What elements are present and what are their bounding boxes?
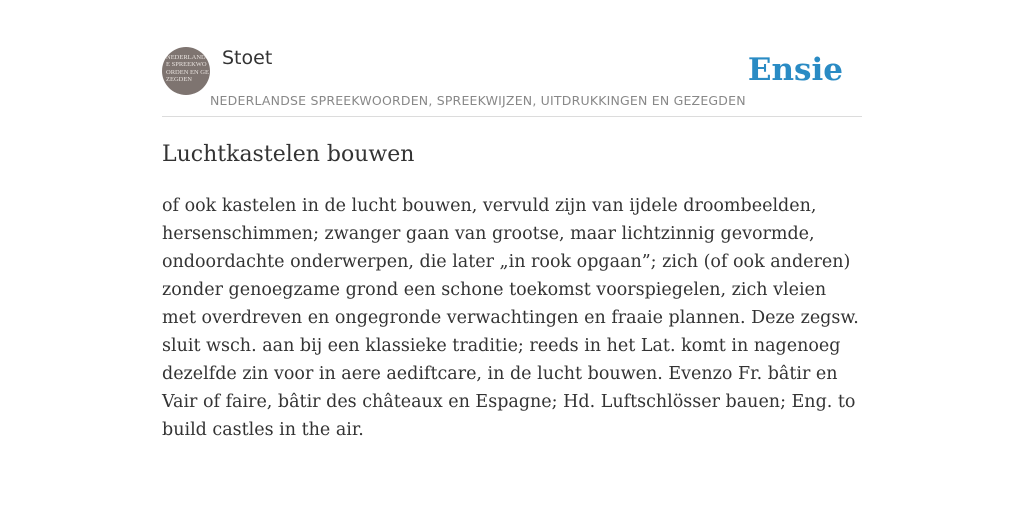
- entry-title: Luchtkastelen bouwen: [162, 142, 415, 167]
- brand-logo[interactable]: Ensie: [747, 52, 843, 88]
- header: [162, 46, 862, 117]
- entry-body: of ook kastelen in de lucht bouwen, vervuld zijn van ijdele droombeelden, hersenschimmen; zwanger gaan van grootse, maar lichtzinnig gevormde, ondoordachte onderwerpen, die later „in rook opgaan”; zich (of ook anderen) zonder genoegzame grond een schone toekomst voorspiegelen, zich vleien met overdreven en ongegronde verwachtingen en fraaie plannen. Deze zegsw. sluit wsch. aan bij een klassieke traditie; reeds in het Lat. komt in nagenoeg dezelfde zin voor in aere aediftcare, in de lucht bouwen. Evenzo Fr. bâtir en Vair of faire, bâtir des châteaux en Espagne; Hd. Luftschlösser bauen; Eng. to build castles in the air.: [162, 196, 859, 440]
- avatar-logo-text: NEDERLANDSE SPREEKWOORDEN EN GEZEGDEN: [166, 54, 210, 84]
- collection-name[interactable]: NEDERLANDSE SPREEKWOORDEN, SPREEKWIJZEN, UITDRUKKINGEN EN GEZEGDEN: [210, 93, 746, 108]
- author-name[interactable]: Stoet: [222, 47, 273, 69]
- avatar[interactable]: [162, 47, 210, 95]
